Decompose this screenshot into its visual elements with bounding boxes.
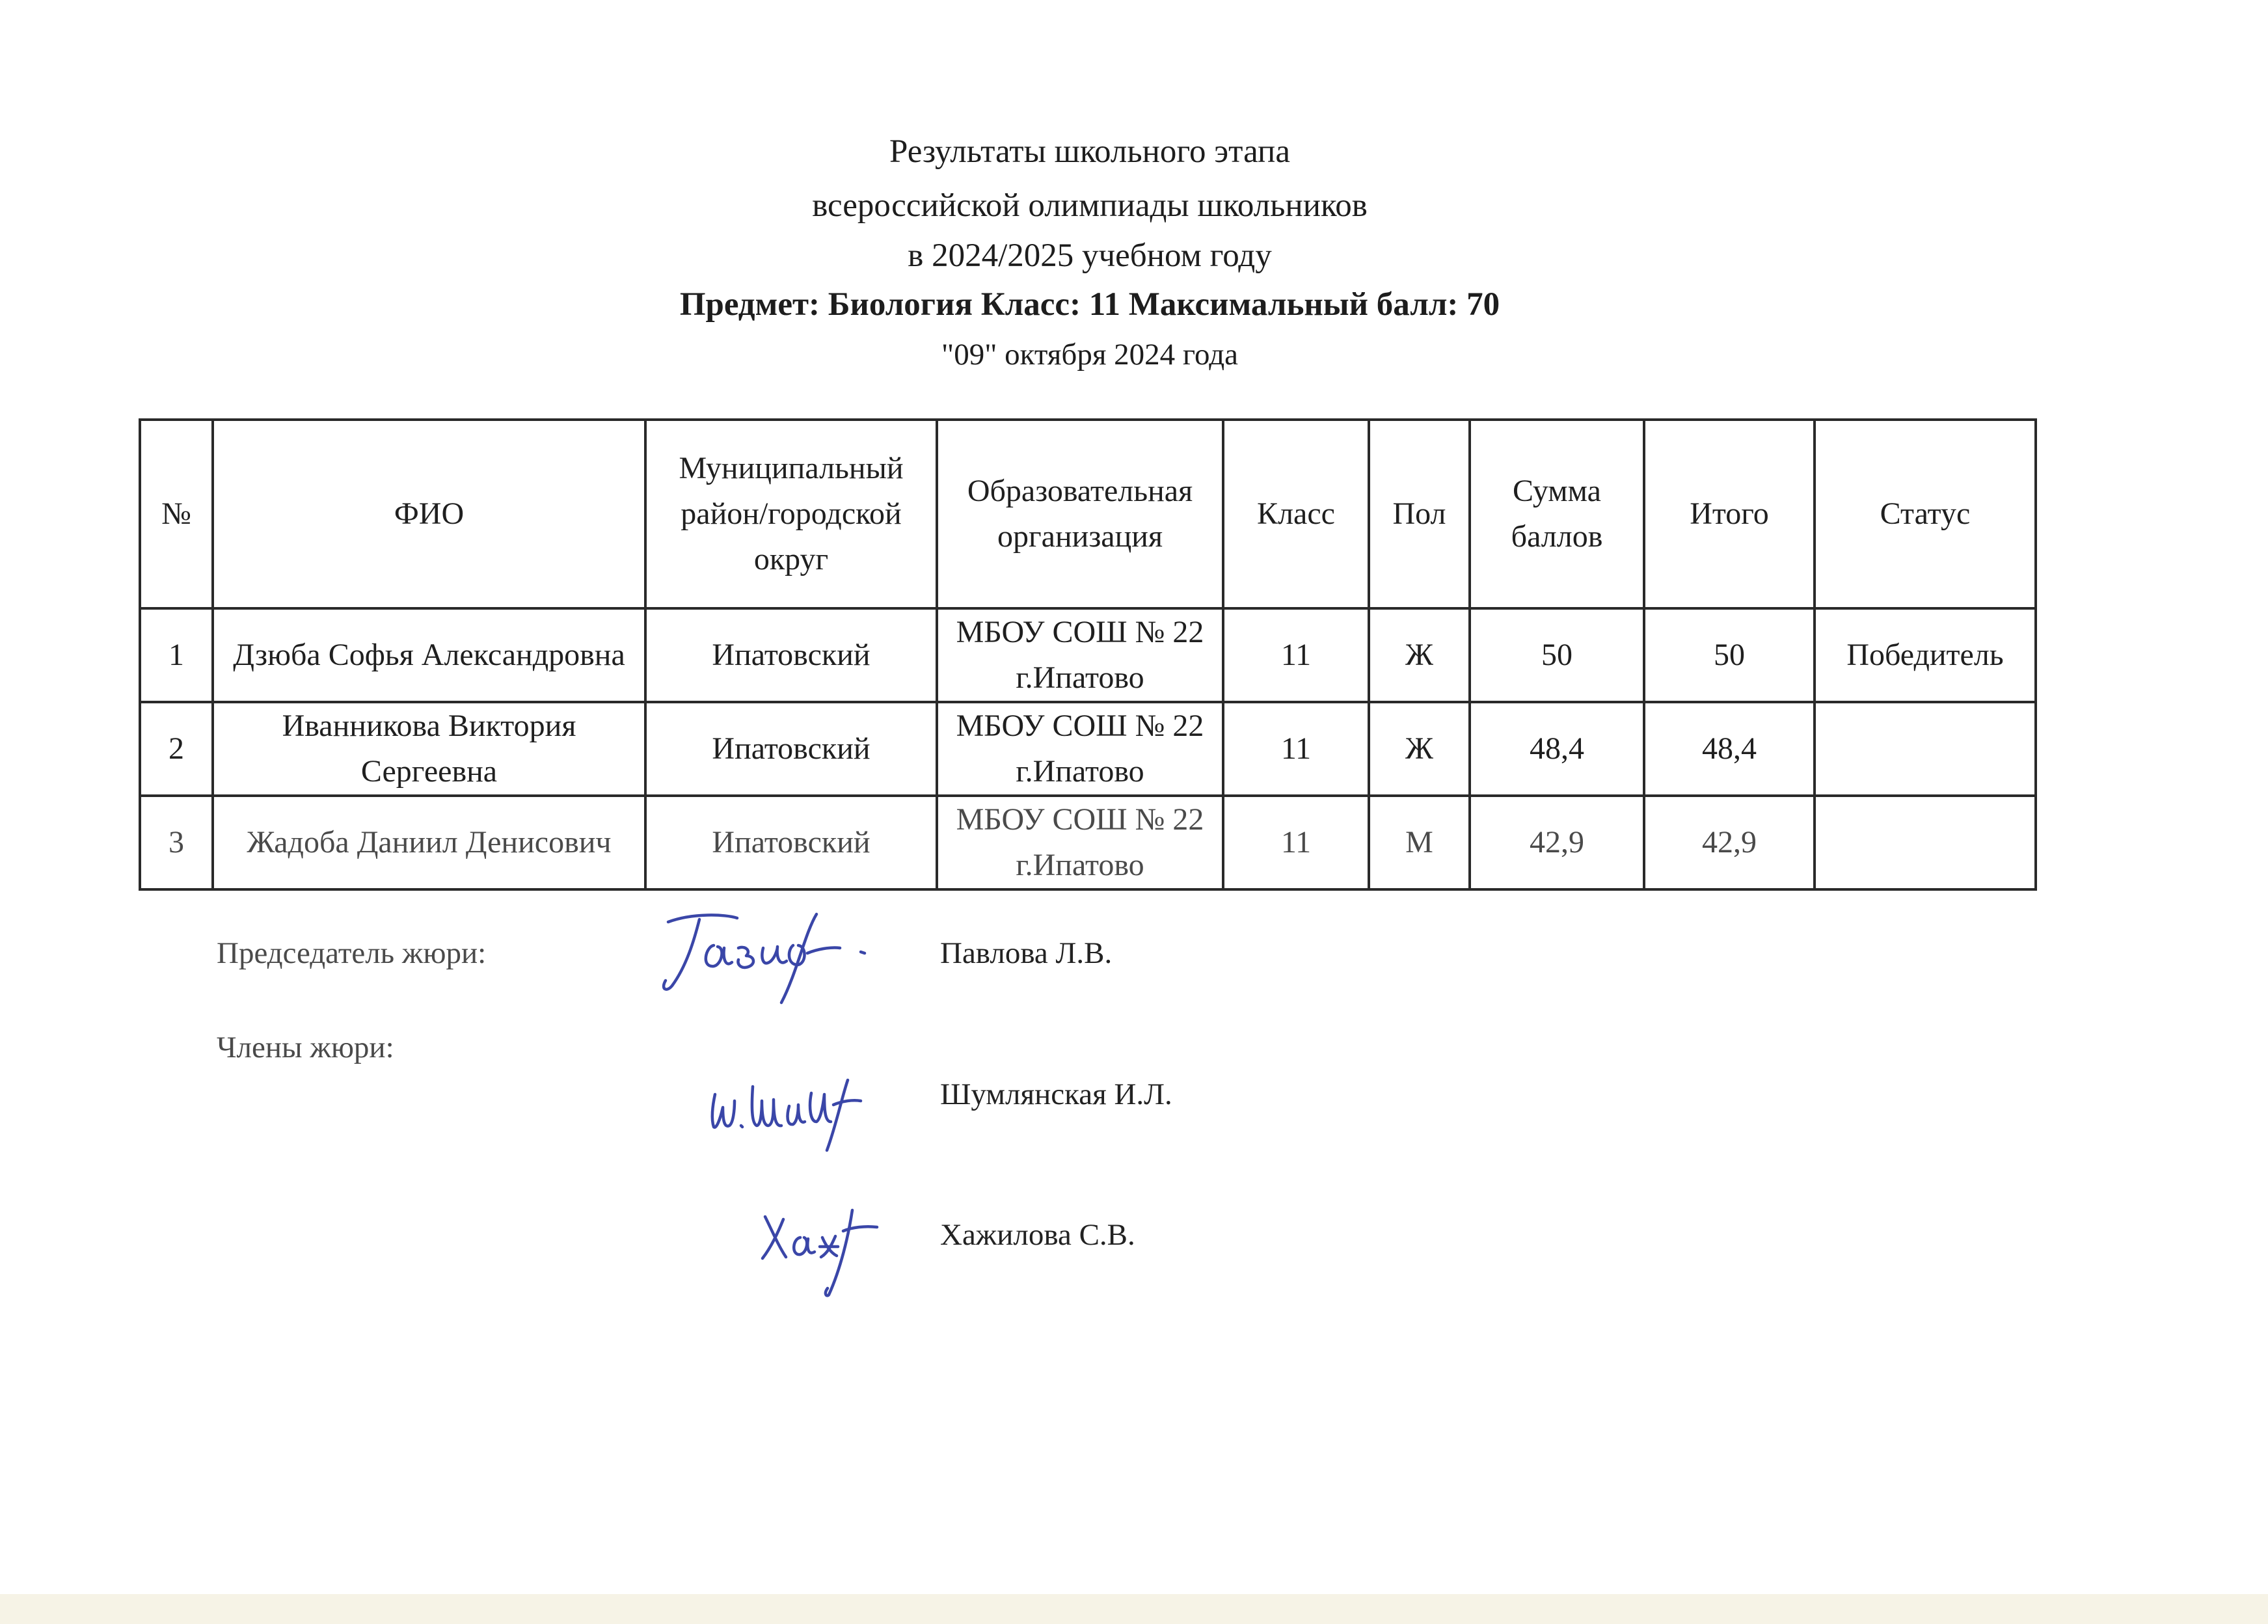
jury-member1-name: Шумлянская И.Л. (940, 1077, 1172, 1111)
header-district: Муниципальный район/городской округ (645, 420, 937, 608)
cell-sum: 48,4 (1470, 702, 1644, 796)
cell-fio: Дзюба Софья Александровна (213, 608, 645, 702)
header-org: Образовательная организация (937, 420, 1223, 608)
cell-sex: Ж (1369, 608, 1470, 702)
header-grade: Класс (1223, 420, 1369, 608)
paper-bottom-edge (0, 1594, 2268, 1624)
jury-chair-label: Председатель жюри: (217, 936, 487, 970)
cell-district: Ипатовский (645, 608, 937, 702)
table-row (140, 796, 2036, 889)
title-line-3: в 2024/2025 учебном году (908, 237, 1272, 274)
header-sex: Пол (1369, 420, 1470, 608)
cell-grade: 11 (1223, 702, 1369, 796)
table-row (140, 608, 2036, 702)
cell-sum: 50 (1470, 608, 1644, 702)
cell-status (1815, 702, 2036, 796)
member1-signature-icon (706, 1067, 875, 1158)
jury-chair-name: Павлова Л.В. (940, 936, 1113, 970)
cell-total: 50 (1644, 608, 1815, 702)
cell-num: 2 (140, 702, 213, 796)
header-status: Статус (1815, 420, 2036, 608)
date-line: "09" октября 2024 года (941, 338, 1238, 372)
cell-district: Ипатовский (645, 702, 937, 796)
cell-grade: 11 (1223, 608, 1369, 702)
cell-num: 1 (140, 608, 213, 702)
member2-signature-icon (755, 1197, 885, 1301)
header-total: Итого (1644, 420, 1815, 608)
cell-num: 3 (140, 796, 213, 889)
results-table (139, 418, 2037, 891)
header-num: № (140, 420, 213, 608)
jury-members-label: Члены жюри: (217, 1031, 394, 1064)
cell-sum: 42,9 (1470, 796, 1644, 889)
subject-line: Предмет: Биология Класс: 11 Максимальный балл: 70 (679, 286, 1500, 323)
cell-fio: Иванникова Виктория Сергеевна (213, 702, 645, 796)
cell-org: МБОУ СОШ № 22 г.Ипатово (937, 796, 1223, 889)
cell-status (1815, 796, 2036, 889)
cell-fio: Жадоба Даниил Денисович (213, 796, 645, 889)
cell-grade: 11 (1223, 796, 1369, 889)
cell-sex: М (1369, 796, 1470, 889)
title-line-2: всероссийской олимпиады школьников (812, 187, 1368, 224)
cell-org: МБОУ СОШ № 22 г.Ипатово (937, 702, 1223, 796)
header-fio: ФИО (213, 420, 645, 608)
cell-status: Победитель (1815, 608, 2036, 702)
chair-signature-icon (654, 908, 869, 1012)
cell-sex: Ж (1369, 702, 1470, 796)
table-header-row (140, 420, 2036, 608)
cell-total: 42,9 (1644, 796, 1815, 889)
title-line-1: Результаты школьного этапа (889, 133, 1290, 170)
jury-member2-name: Хажилова С.В. (940, 1218, 1135, 1252)
header-sum: Сумма баллов (1470, 420, 1644, 608)
table-row (140, 702, 2036, 796)
cell-district: Ипатовский (645, 796, 937, 889)
cell-org: МБОУ СОШ № 22 г.Ипатово (937, 608, 1223, 702)
cell-total: 48,4 (1644, 702, 1815, 796)
